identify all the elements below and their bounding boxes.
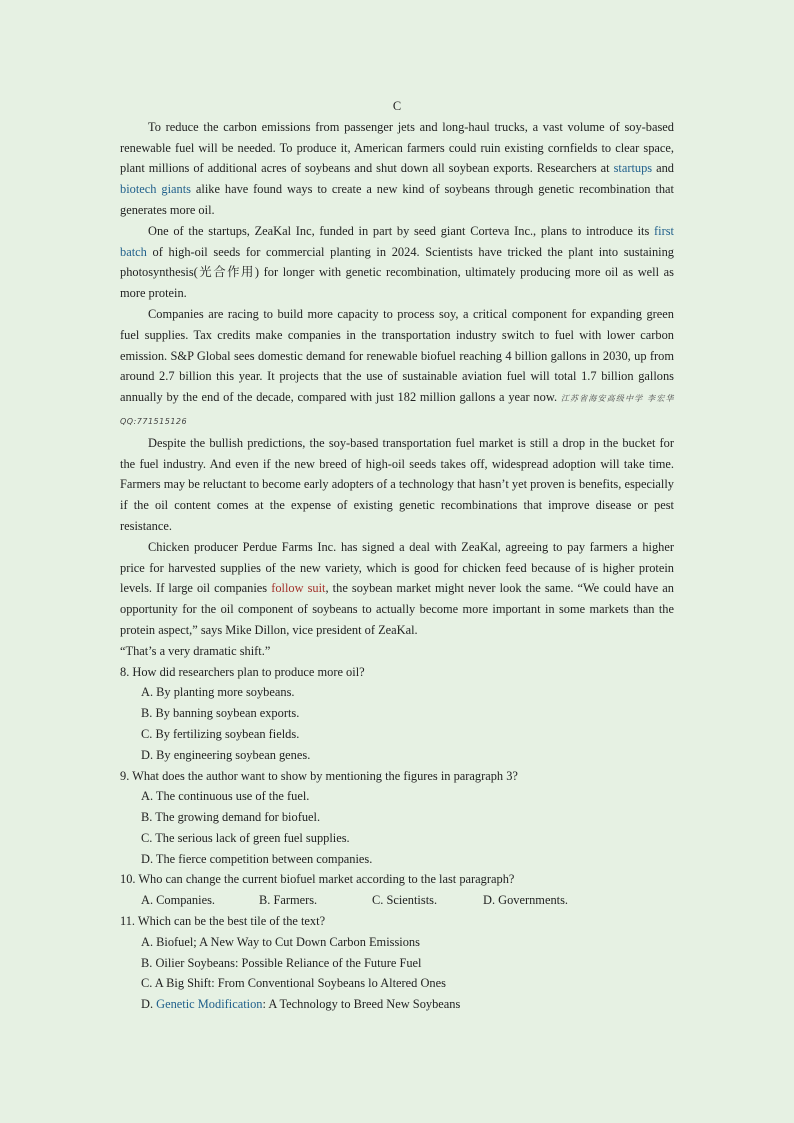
paragraph-5: [120, 537, 674, 641]
question-11-option-d[interactable]: [141, 994, 674, 1015]
question-9-option-d[interactable]: D. The fierce competition between companies.: [141, 851, 373, 866]
paragraph-3: [120, 304, 674, 433]
question-10-option-b[interactable]: B. Farmers.: [259, 893, 318, 908]
paragraph-1-text-2: and: [652, 161, 674, 176]
paragraph-1: [120, 117, 674, 221]
question-11-option-c[interactable]: C. A Big Shift: From Conventional Soybeans lo Altered Ones: [141, 976, 446, 991]
question-9-option-a[interactable]: A. The continuous use of the fuel.: [141, 789, 310, 804]
question-9-option-c[interactable]: C. The serious lack of green fuel supplies.: [141, 830, 350, 845]
question-11-option-d-prefix: D.: [141, 997, 157, 1012]
question-8-option-b[interactable]: B. By banning soybean exports.: [141, 706, 300, 721]
question-11-stem: 11. Which can be the best tile of the text?: [120, 914, 326, 929]
question-10-options: [141, 890, 674, 911]
paragraph-5-text: Chicken producer Perdue Farms Inc. has signed a deal with ZeaKal, agreeing to pay farmers a higher price for harvested supplies of the new variety, which is good for chicken feed because of is higher protein levels. If large oil companies: [120, 539, 674, 596]
watermark-text: 江苏省海安高级中学 李宏华 QQ:771515126: [120, 394, 675, 426]
paragraph-2-text: One of the startups, ZeaKal Inc, funded in part by seed giant Corteva Inc., plans to introduce its: [148, 223, 655, 238]
question-8-option-d[interactable]: D. By engineering soybean genes.: [141, 747, 311, 762]
question-11-option-d-rest: : A Technology to Breed New Soybeans: [262, 997, 461, 1012]
question-8-stem: 8. How did researchers plan to produce more oil?: [120, 664, 365, 679]
question-11-option-a[interactable]: A. Biofuel; A New Way to Cut Down Carbon Emissions: [141, 934, 420, 949]
section-heading: C: [392, 99, 402, 113]
question-8-option-a[interactable]: A. By planting more soybeans.: [141, 685, 295, 700]
paragraph-1-text: To reduce the carbon emissions from passenger jets and long-haul trucks, a vast volume of soy-based renewable fuel will be needed. To produce it, American farmers could ruin existing cornfields to clear space, plant millions of additional acres of soybeans and shut down all soybean exports. Researchers at: [120, 119, 674, 176]
paragraph-2-text-2: of high-oil seeds for commercial planting in 2024. Scientists have tricked the plant into sustaining photosynthesis(光合作用) for longer with genetic recombination, ultimately producing more oil as well as more protein.: [120, 244, 674, 301]
exam-page: [120, 96, 674, 1015]
question-8-option-c[interactable]: C. By fertilizing soybean fields.: [141, 726, 300, 741]
paragraph-2: [120, 221, 674, 304]
paragraph-4-text: Despite the bullish predictions, the soy-based transportation fuel market is still a drop in the bucket for the fuel industry. And even if the new breed of high-oil seeds takes off, widespread adoption will take time. Farmers may be reluctant to become early adopters of a technology that hasn’t yet proven is benefits, especially if the oil content comes at the expense of existing genetic recombinations that improve disease or pest resistance.: [120, 435, 674, 533]
paragraph-5-quote: “That’s a very dramatic shift.”: [120, 643, 271, 658]
highlight-follow-suit: follow suit: [271, 581, 326, 596]
question-10-option-d[interactable]: D. Governments.: [483, 893, 568, 908]
question-10-option-a[interactable]: A. Companies.: [141, 893, 215, 908]
paragraph-3-text: Companies are racing to build more capacity to process soy, a critical component for expanding green fuel supplies. Tax credits make companies in the transportation industry switch to fuel with lower carbon emission. S&P Global sees domestic demand for renewable biofuel reaching 4 billion gallons in 2030, up from around 2.7 billion this year. It projects that the use of sustainable aviation fuel will total 1.7 billion gallons annually by the end of the decade, compared with just 182 million gallons a year now.: [120, 306, 674, 405]
highlight-biotech-giants: biotech giants: [120, 182, 191, 197]
question-9-stem: 9. What does the author want to show by mentioning the figures in paragraph 3?: [120, 768, 518, 783]
question-9-option-b[interactable]: B. The growing demand for biofuel.: [141, 810, 321, 825]
highlight-startups: startups: [613, 161, 653, 176]
paragraph-4: [120, 433, 674, 537]
question-11-option-b[interactable]: B. Oilier Soybeans: Possible Reliance of the Future Fuel: [141, 955, 422, 970]
question-10-stem: 10. Who can change the current biofuel market according to the last paragraph?: [120, 872, 515, 887]
highlight-genetic-modification: Genetic Modification: [156, 997, 263, 1012]
highlight-first-batch: first batch: [120, 223, 674, 259]
paragraph-1-text-3: alike have found ways to create a new kind of soybeans through genetic recombination that generates more oil.: [120, 182, 674, 217]
paragraph-5-text-2: , the soybean market might never look the same. “We could have an opportunity for the oil component of soybeans to actually become more important in some markets than the protein aspect,” says Mike Dillon, vice president of ZeaKal.: [120, 581, 674, 637]
question-10-option-c[interactable]: C. Scientists.: [372, 893, 438, 908]
